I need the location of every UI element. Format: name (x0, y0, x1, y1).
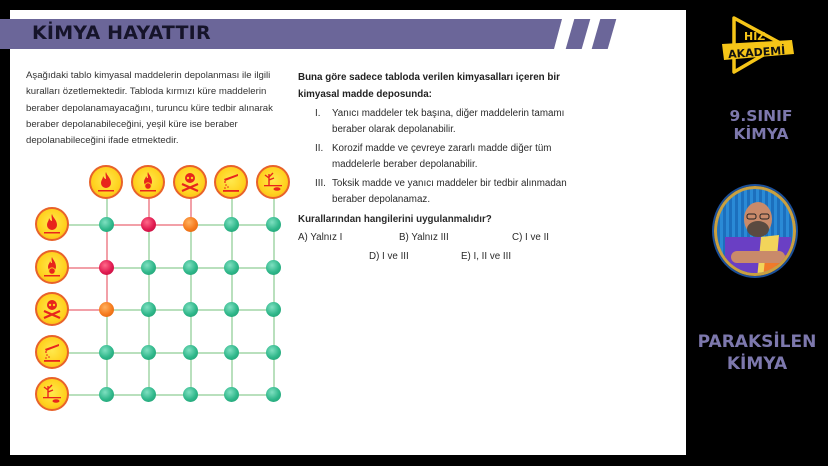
corrosive-icon (214, 165, 248, 199)
grid-node-green (99, 217, 114, 232)
grid-node-green (141, 345, 156, 360)
statement-text: Korozif madde ve çevreye zararlı madde diğer tüm maddelerle beraber depolanabilir. (332, 143, 552, 170)
grade-line-2: KİMYA (733, 125, 789, 143)
grade-line-1: 9.SINIF (729, 107, 793, 125)
environment-hazard-icon (256, 165, 290, 199)
statement-number: III. (315, 178, 326, 189)
statement-text: Yanıcı maddeler tek başına, diğer maddelerin tamamı beraber olarak depolanabilir. (332, 108, 565, 135)
option-b[interactable]: B) Yalnız III (399, 232, 449, 243)
option-a[interactable]: A) Yalnız I (298, 232, 343, 243)
grid-node-green (99, 387, 114, 402)
corrosive-icon (35, 335, 69, 369)
grid-node-green (266, 260, 281, 275)
grid-node-green (266, 217, 281, 232)
question-block (298, 70, 588, 272)
grid-node-green (141, 387, 156, 402)
grid-node-green (266, 387, 281, 402)
question-prompt: Kurallarından hangilerini uygulanmalıdır? (298, 214, 492, 225)
grid-node-red (99, 260, 114, 275)
grid-node-green (224, 387, 239, 402)
statement-3 (298, 176, 588, 208)
logo-bottom-text: AKADEMİ (727, 44, 786, 62)
instructor-avatar (714, 186, 796, 276)
statement-number: II. (315, 143, 324, 154)
grid-node-green (183, 345, 198, 360)
toxic-icon (173, 165, 207, 199)
grid-node-green (183, 260, 198, 275)
question-stem: Buna göre sadece tabloda verilen kimyasalları içeren bir kimyasal madde deposunda: (298, 72, 560, 100)
grid-node-orange (99, 302, 114, 317)
grid-node-red (141, 217, 156, 232)
flammable-icon (89, 165, 123, 199)
grid-node-orange (183, 217, 198, 232)
brand-label (688, 331, 826, 375)
statement-text: Toksik madde ve yanıcı maddeler bir tedbir alınmadan beraber depolanamaz. (332, 178, 567, 205)
flammable-icon (35, 207, 69, 241)
grid-node-green (141, 302, 156, 317)
toxic-icon (35, 292, 69, 326)
grid-node-green (224, 217, 239, 232)
oxidizer-icon (131, 165, 165, 199)
option-d[interactable]: D) I ve III (369, 251, 409, 262)
environment-hazard-icon (35, 377, 69, 411)
hiz-akademi-logo (718, 14, 798, 78)
grid-node-green (224, 302, 239, 317)
grid-node-green (266, 345, 281, 360)
grid-node-green (141, 260, 156, 275)
grid-node-green (266, 302, 281, 317)
grade-label (705, 107, 817, 143)
grid-node-green (183, 302, 198, 317)
answer-options (298, 232, 588, 272)
statement-2 (298, 141, 588, 173)
statement-number: I. (315, 108, 321, 119)
intro-paragraph: Aşağıdaki tablo kimyasal maddelerin depolanması ile ilgili kuralları özetlemektedir. Tabloda kırmızı küre maddelerin beraber depolanamayacağını, turuncu küre tedbir alınarak beraber depolanabileceğini, yeşil küre ise beraber depolanabileceğini ifade etmektedir. (26, 70, 273, 147)
slide-title: KİMYA HAYATTIR (32, 22, 211, 44)
oxidizer-icon (35, 250, 69, 284)
brand-line-2: KİMYA (726, 354, 788, 374)
grid-node-green (99, 345, 114, 360)
option-c[interactable]: C) I ve II (512, 232, 550, 243)
grid-node-green (224, 345, 239, 360)
option-e[interactable]: E) I, II ve III (461, 251, 512, 262)
logo-top-text: HIZ (744, 30, 766, 43)
statement-1 (298, 106, 588, 138)
brand-line-1: PARAKSİLEN (697, 332, 817, 352)
grid-node-green (224, 260, 239, 275)
grid-node-green (183, 387, 198, 402)
